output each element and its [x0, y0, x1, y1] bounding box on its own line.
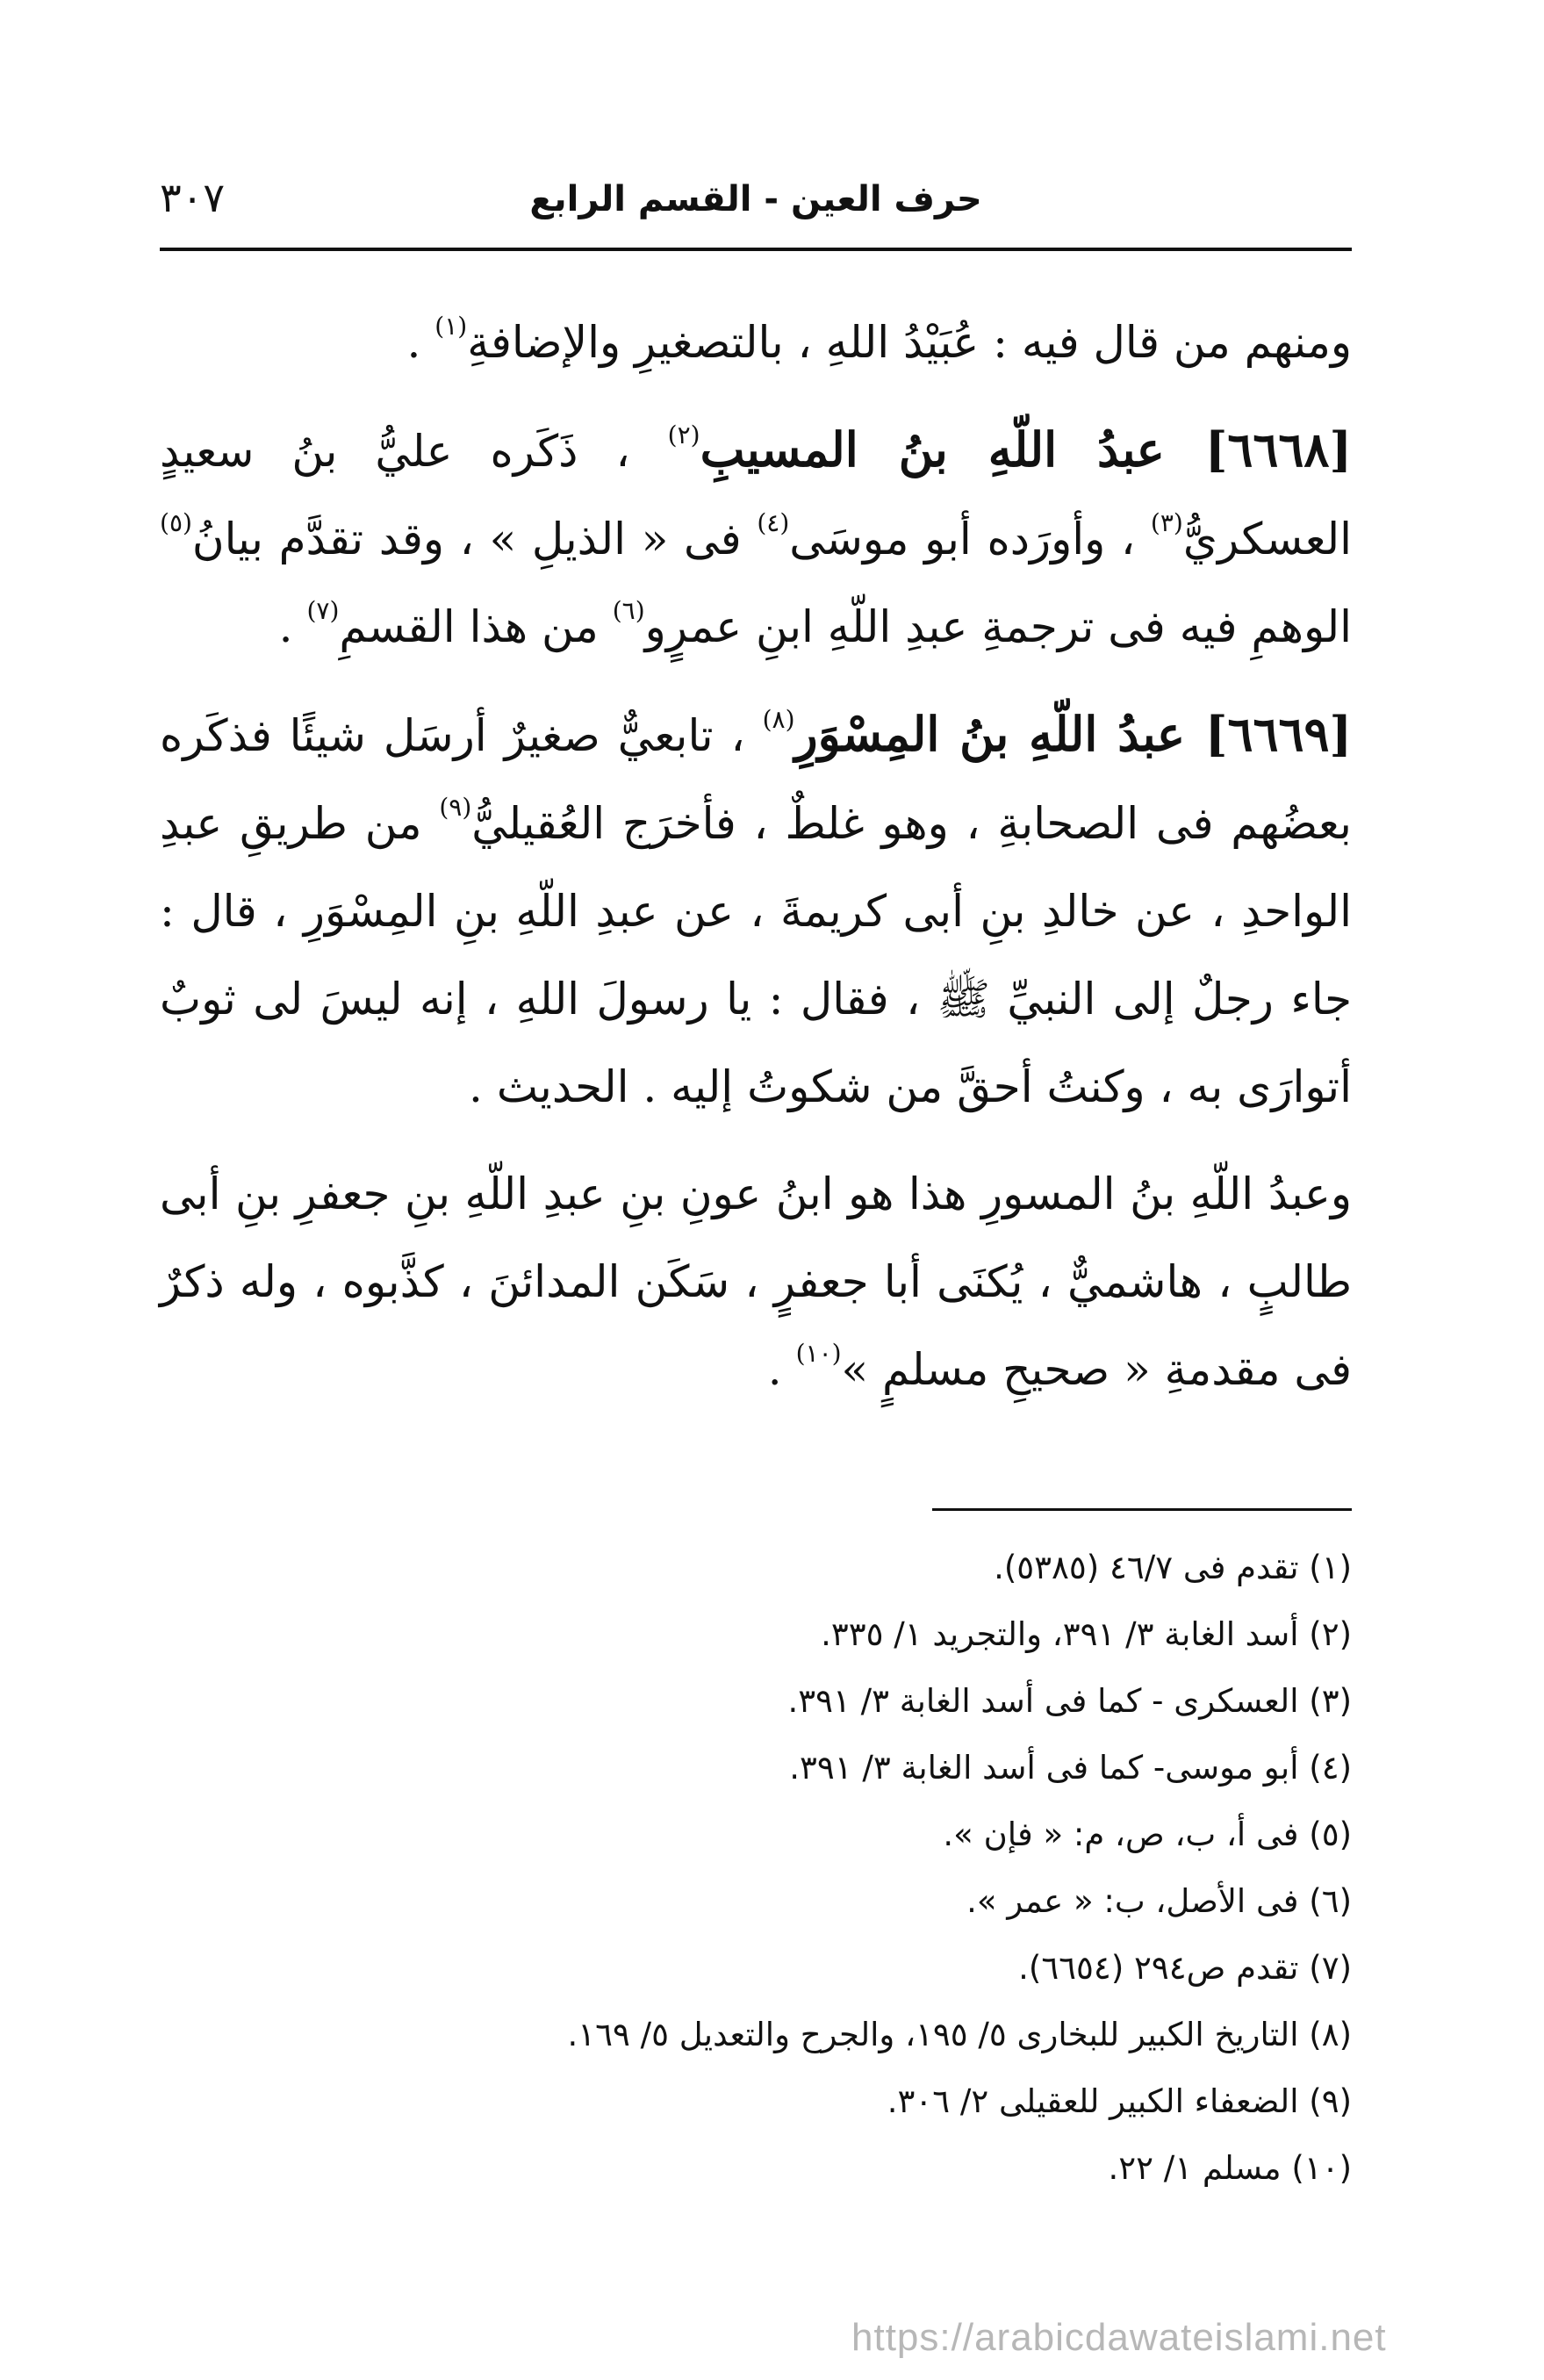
entry-text: ، ذَكَره عليُّ بنُ سعيدٍ العسكريُّ	[160, 426, 1352, 564]
footnote-ref-8: (٨)	[762, 705, 795, 734]
page-header	[160, 167, 1352, 237]
entry-text: من هذا القسمِ	[339, 601, 613, 652]
entry-heading: [٦٦٦٨] عبدُ اللّهِ بنُ المسيبِ	[700, 421, 1352, 478]
main-text	[160, 298, 1352, 1433]
entry-text: ، تابعيٌّ صغيرٌ أرسَل شيئًا فذكَره بعضُهم فى الصحابةِ ، وهو غلطٌ ، فأخرَج العُقيليُّ	[160, 710, 1352, 849]
entry-6668	[160, 406, 1352, 671]
footnote-3: (٣) العسكرى - كما فى أسد الغابة ٣/‏ ٣٩١.	[787, 1682, 1352, 1720]
footnote-10: (١٠) مسلم ١/‏ ٢٢.	[1108, 2149, 1352, 2187]
footnote-separator	[932, 1508, 1352, 1511]
footnote-ref-6: (٦)	[612, 596, 645, 625]
footnote-ref-1: (١)	[434, 312, 468, 341]
footnote-ref-5: (٥)	[160, 508, 192, 537]
footnote-ref-10: (١٠)	[795, 1339, 842, 1368]
paragraph-text: ومنهم من قال فيه : عُبَيْدُ اللهِ ، بالتصغيرِ والإضافةِ	[467, 317, 1352, 368]
entry-text: ، وأورَده أبو موسَى	[789, 514, 1151, 564]
footnote-1: (١) تقدم فى ٧/‏٤٦ (٥٣٨٥).	[994, 1549, 1352, 1586]
entry-text: فى « الذيلِ » ، وقد تقدَّم بيانُ	[191, 514, 758, 564]
paragraph-text: وعبدُ اللّهِ بنُ المسورِ هذا هو ابنُ عونِ بنِ عبدِ اللّهِ بنِ جعفرِ بنِ أبى طالبٍ ، هاشميٌّ ، يُكنَى أبا جعفرٍ ، سَكَن المدائنَ ، كذَّبوه ، وله ذكرٌ فى مقدمةِ « صحيحِ مسلمٍ »	[160, 1168, 1353, 1395]
paragraph-1	[160, 298, 1352, 386]
footnote-ref-4: (٤)	[757, 508, 790, 537]
entry-end: .	[278, 601, 307, 652]
paragraph-end: .	[767, 1344, 796, 1395]
footnote-5: (٥) فى أ، ب، ص، م: « فإن ».	[943, 1816, 1352, 1853]
entry-6669	[160, 690, 1352, 1131]
footnote-6: (٦) فى الأصل، ب: « عمر ».	[966, 1882, 1352, 1920]
entry-text: الوهمِ فيه فى ترجمةِ عبدِ اللّهِ ابنِ عمرٍو	[644, 601, 1352, 652]
footnote-ref-7: (٧)	[306, 596, 340, 625]
footnote-ref-9: (٩)	[439, 793, 472, 822]
footnote-ref-3: (٣)	[1150, 508, 1183, 537]
footnote-7: (٧) تقدم ص٢٩٤ (٦٦٥٤).	[1018, 1949, 1352, 1987]
page-number: ٣٠٧	[160, 174, 226, 221]
running-title: حرف العين - القسم الرابع	[529, 179, 982, 219]
footnote-2: (٢) أسد الغابة ٣/‏ ٣٩١، والتجريد ١/‏ ٣٣٥.	[821, 1615, 1352, 1653]
paragraph-end: .	[406, 317, 435, 368]
paragraph-4	[160, 1150, 1352, 1413]
header-rule	[160, 248, 1352, 251]
entry-heading: [٦٦٦٩] عبدُ اللّهِ بنُ المِسْوَرِ	[794, 706, 1353, 762]
footnote-4: (٤) أبو موسى- كما فى أسد الغابة ٣/‏ ٣٩١.	[789, 1749, 1352, 1787]
footnote-9: (٩) الضعفاء الكبير للعقيلى ٢/‏ ٣٠٦.	[887, 2082, 1352, 2120]
watermark-url: https://arabicdawateislami.net	[851, 2316, 1387, 2359]
footnote-ref-2: (٢)	[667, 421, 700, 449]
footnotes	[160, 1535, 1352, 2202]
entry-text: من طريقِ عبدِ الواحدِ ، عن خالدِ بنِ أبى كريمةَ ، عن عبدِ اللّهِ بنِ المِسْوَرِ ، قال : جاء رجلٌ إلى النبيِّ ﷺ ، فقال : يا رسولَ اللهِ ، إنه ليسَ لى ثوبٌ أتوارَى به ، وكنتُ أحقَّ من شكوتُ إليه . الحديث .	[160, 798, 1352, 1112]
footnote-8: (٨) التاريخ الكبير للبخارى ٥/‏ ١٩٥، والجرح والتعديل ٥/‏ ١٦٩.	[567, 2016, 1352, 2053]
